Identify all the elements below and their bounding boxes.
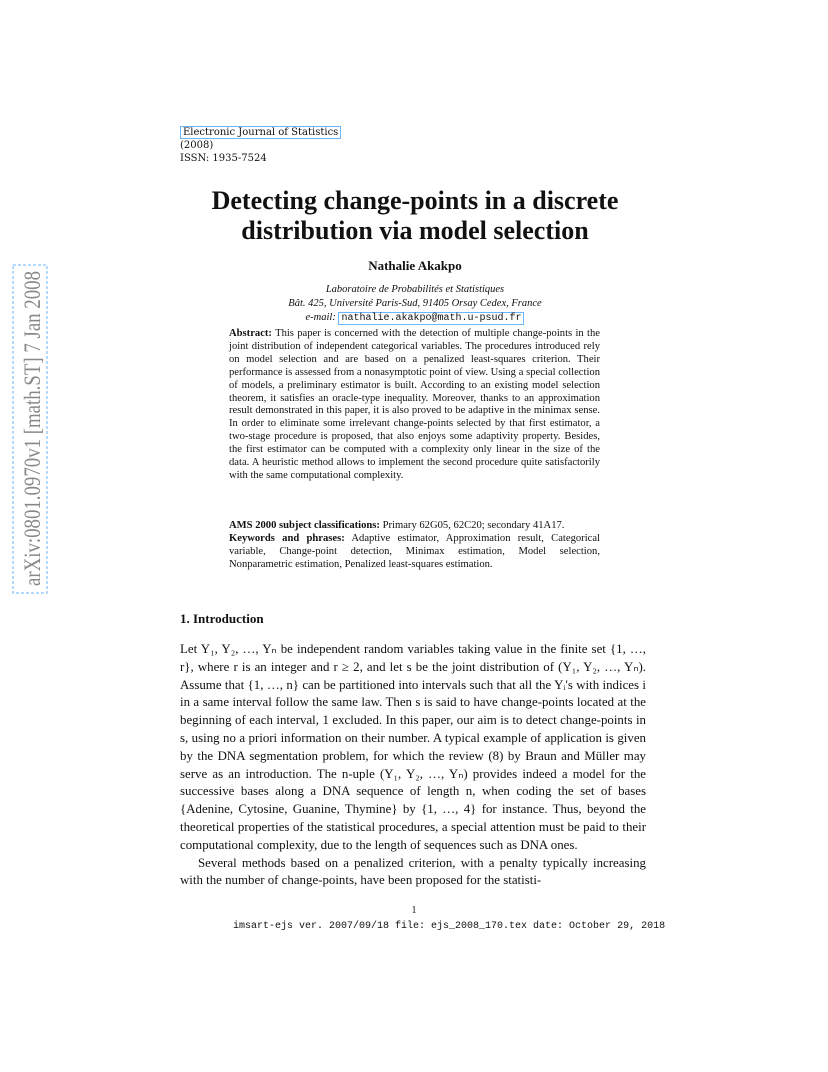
abstract-label: Abstract:: [229, 328, 272, 339]
arxiv-side-stamp[interactable]: [12, 264, 48, 594]
keywords: [229, 533, 600, 572]
keywords-text: Adaptive estimator, Approximation result, Categorical variable, Change-point detection, Minimax estimation, Model selection, Nonparametric estimation, Penalized least-squares estimation.: [229, 532, 600, 570]
affiliation-line: Bât. 425, Université Paris-Sud, 91405 Orsay Cedex, France: [288, 298, 542, 309]
page-number: 1: [411, 905, 417, 916]
paper-title: [160, 186, 670, 246]
arxiv-id-text: arXiv:0801.0970v1 [math.ST] 7 Jan 2008: [20, 264, 45, 586]
email-link[interactable]: nathalie.akakpo@math.u-psud.fr: [338, 312, 524, 325]
email-label: e-mail:: [305, 312, 336, 323]
journal-header: [180, 126, 341, 165]
classification-block: [229, 520, 600, 572]
ams-text: Primary 62G05, 62C20; secondary 41A17.: [382, 520, 565, 531]
footer: imsart-ejs ver. 2007/09/18 file: ejs_2008_170.tex date: October 29, 2018: [233, 921, 666, 932]
author-block: [200, 258, 630, 326]
journal-year: (2008): [180, 140, 214, 151]
title-line: Detecting change-points in a discrete: [211, 186, 619, 215]
abstract: [229, 328, 600, 483]
paragraph: Let Y₁, Y₂, …, Yₙ be independent random variables taking value in the finite set {1, …, r}, where r is an integer and r ≥ 2, and let s be the joint distribution of (Y₁, Y₂, …, Yₙ). Assume that {1, …, n} can be partitioned into intervals such that all the Yᵢ's with indices i in a same interval follow the same law. Then s is said to have change-points located at the beginning of each interval, 1 excluded. In this paper, our aim is to detect change-points in s, using no a priori information on their number. A typical example of application is given by the DNA segmentation problem, for which the review (8) by Braun and Müller may serve as an introduction. The n-uple (Y₁, Y₂, …, Yₙ) provides indeed a model for the successive bases along a DNA sequence of length n, when coding the set of bases {Adenine, Cytosine, Guanine, Thymine} by {1, …, 4} for instance. Thus, beyond the theoretical properties of the statistical procedures, a special attention must be paid to their computational complexity, due to the length of sequences such as DNA ones.: [180, 642, 646, 852]
author-name: Nathalie Akakpo: [368, 258, 462, 273]
paragraph: Several methods based on a penalized criterion, with a penalty typically increasing with the number of change-points, have been proposed for the statisti-: [180, 855, 646, 888]
affiliation-line: Laboratoire de Probabilités et Statistiques: [325, 284, 505, 295]
journal-issn: ISSN: 1935-7524: [180, 153, 267, 164]
body-text: [180, 641, 646, 890]
ams-classification: [229, 520, 600, 533]
keywords-label: Keywords and phrases:: [229, 532, 345, 544]
email-line: [200, 311, 630, 326]
section-heading: 1. Introduction: [180, 611, 264, 626]
ams-label: AMS 2000 subject classifications:: [229, 520, 380, 531]
journal-link[interactable]: Electronic Journal of Statistics: [180, 126, 341, 139]
title-line: distribution via model selection: [241, 216, 589, 245]
abstract-text: This paper is concerned with the detection of multiple change-points in the joint distribution of independent categorical variables. The procedures introduced rely on model selection and are based on a penalized least-squares criterion. Their performance is assessed from a nonasymptotic point of view. Using a special collection of models, a preliminary estimator is built. According to an existing model selection theorem, it satisfies an oracle-type inequality. Moreover, thanks to an approximation result demonstrated in this paper, it is also proved to be adaptive in the minimax sense. In order to eliminate some irrelevant change-points selected by that first estimator, a two-stage procedure is proposed, that also enjoys some adaptivity property. Besides, the first estimator can be computed with a complexity only linear in the size of the data. A heuristic method allows to implement the second procedure quite satisfactorily with the same computational complexity.: [229, 328, 600, 481]
